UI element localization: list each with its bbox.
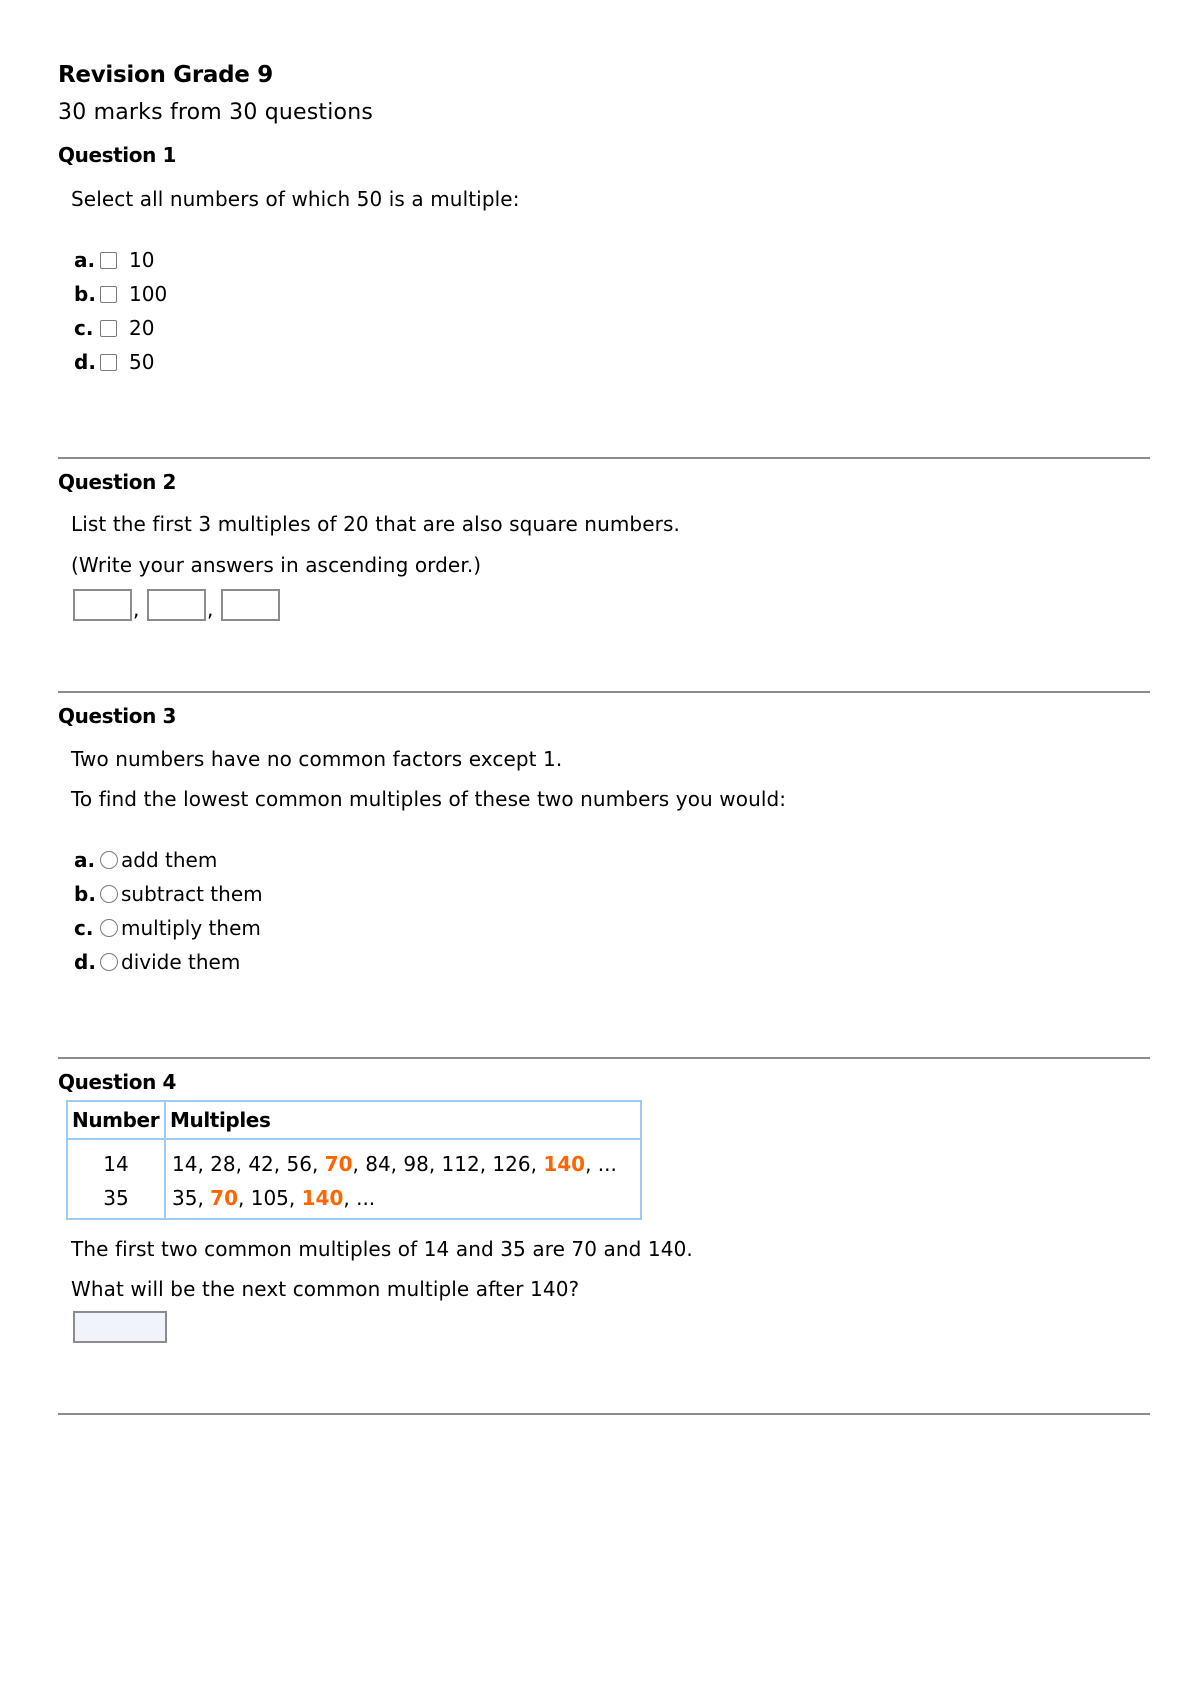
option-letter: b. [74,882,96,906]
answer-input-1[interactable] [73,589,132,621]
divider [58,457,1150,459]
question-3-heading: Question 3 [58,704,176,728]
question-4-text-2: What will be the next common multiple after 140? [71,1277,580,1301]
option-label: subtract them [121,882,263,906]
divider [58,691,1150,693]
multiples-text: 35, [172,1186,211,1210]
multiples-table [66,1100,642,1220]
question-2-text: List the first 3 multiples of 20 that are also square numbers. [71,512,680,536]
question-3-option-c[interactable] [74,916,261,940]
page-subtitle: 30 marks from 30 questions [58,100,374,125]
option-letter: c. [74,916,94,940]
answer-input-3[interactable] [221,589,280,621]
checkbox[interactable] [100,354,117,371]
question-1-text: Select all numbers of which 50 is a multiple: [71,187,520,211]
multiples-text: , 84, 98, 112, 126, [352,1152,544,1176]
option-label: 20 [129,316,155,340]
multiples-text: , ... [585,1152,617,1176]
divider [58,1413,1150,1415]
question-3-text-2: To find the lowest common multiples of these two numbers you would: [71,787,787,811]
option-letter: d. [74,350,96,374]
option-letter: c. [74,316,94,340]
radio-button[interactable] [100,953,118,971]
question-1-option-d[interactable] [74,350,154,374]
common-multiple: 70 [210,1186,239,1210]
multiples-text: , 105, [238,1186,302,1210]
question-1-option-b[interactable] [74,282,167,306]
option-label: divide them [121,950,241,974]
checkbox[interactable] [100,252,117,269]
question-1-option-c[interactable] [74,316,154,340]
question-3-option-a[interactable] [74,848,217,872]
option-label: 50 [129,350,155,374]
option-label: multiply them [121,916,261,940]
answer-input[interactable] [73,1311,167,1343]
question-3-text-1: Two numbers have no common factors except 1. [71,747,563,771]
question-3-option-b[interactable] [74,882,263,906]
option-letter: b. [74,282,96,306]
question-4-text-1: The first two common multiples of 14 and 35 are 70 and 140. [71,1237,693,1261]
divider [58,1057,1150,1059]
table-cell-number: 35 [67,1181,165,1219]
question-2-note: (Write your answers in ascending order.) [71,553,482,577]
radio-button[interactable] [100,851,118,869]
question-2-heading: Question 2 [58,470,176,494]
question-1-option-a[interactable] [74,248,154,272]
question-4-heading: Question 4 [58,1070,176,1094]
table-cell-number: 14 [67,1139,165,1181]
table-header-multiples: Multiples [165,1101,641,1139]
option-label: 100 [129,282,168,306]
table-header-number: Number [67,1101,165,1139]
option-label: add them [121,848,218,872]
option-label: 10 [129,248,155,272]
option-letter: a. [74,248,96,272]
radio-button[interactable] [100,885,118,903]
table-row [67,1181,641,1219]
question-3-option-d[interactable] [74,950,240,974]
radio-button[interactable] [100,919,118,937]
table-row [67,1139,641,1181]
common-multiple: 140 [301,1186,344,1210]
separator: , [207,597,214,621]
checkbox[interactable] [100,320,117,337]
page-title: Revision Grade 9 [58,62,273,88]
separator: , [133,597,140,621]
multiples-text: 14, 28, 42, 56, [172,1152,325,1176]
common-multiple: 70 [324,1152,353,1176]
checkbox[interactable] [100,286,117,303]
multiples-text: , ... [343,1186,376,1210]
table-cell-multiples [165,1181,641,1219]
common-multiple: 140 [543,1152,586,1176]
option-letter: d. [74,950,96,974]
table-cell-multiples [165,1139,641,1181]
option-letter: a. [74,848,96,872]
answer-input-2[interactable] [147,589,206,621]
question-1-heading: Question 1 [58,143,176,167]
